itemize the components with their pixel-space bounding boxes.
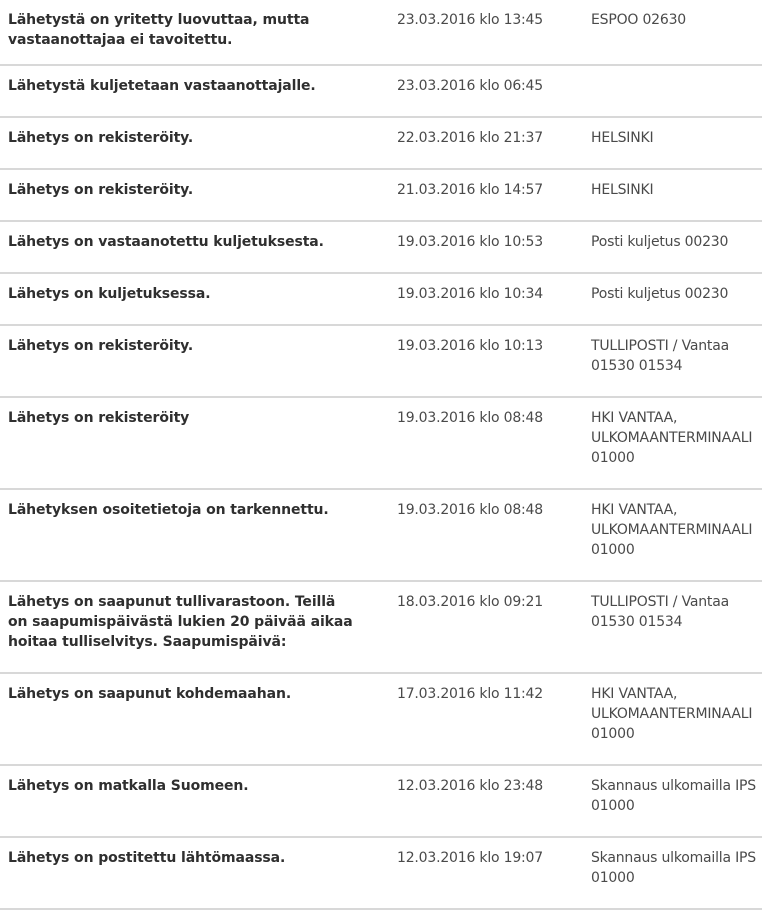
- event-description: Lähetys on saapunut tullivarastoon. Teillä on saapumispäivästä lukien 20 päivää aikaa hoitaa tulliselvitys. Saapumispäivä:: [8, 594, 353, 650]
- event-time: 23.03.2016 klo 13:45: [397, 12, 543, 28]
- event-time: 12.03.2016 klo 19:07: [397, 850, 543, 866]
- tracking-event-row: [0, 674, 762, 766]
- tracking-event-row: [0, 766, 762, 838]
- event-location: TULLIPOSTI / Vantaa 01530 01534: [591, 338, 729, 374]
- event-location: Posti kuljetus 00230: [591, 234, 729, 250]
- event-description: Lähetys on kuljetuksessa.: [8, 286, 211, 302]
- event-location: HKI VANTAA, ULKOMAANTERMINAALI 01000: [591, 686, 753, 742]
- event-description: Lähetys on rekisteröity.: [8, 130, 194, 146]
- event-location: Skannaus ulkomailla IPS 01000: [591, 850, 756, 886]
- event-time: 18.03.2016 klo 09:21: [397, 594, 543, 610]
- event-location: HKI VANTAA, ULKOMAANTERMINAALI 01000: [591, 410, 753, 466]
- event-description: Lähetys on postitettu lähtömaassa.: [8, 850, 286, 866]
- tracking-event-row: [0, 118, 762, 170]
- tracking-event-row: [0, 66, 762, 118]
- tracking-event-row: [0, 326, 762, 398]
- event-description: Lähetystä on yritetty luovuttaa, mutta vastaanottajaa ei tavoitettu.: [8, 12, 310, 48]
- event-time: 22.03.2016 klo 21:37: [397, 130, 543, 146]
- event-time: 19.03.2016 klo 10:13: [397, 338, 543, 354]
- event-time: 19.03.2016 klo 08:48: [397, 410, 543, 426]
- event-time: 21.03.2016 klo 14:57: [397, 182, 543, 198]
- event-description: Lähetys on rekisteröity.: [8, 338, 194, 354]
- event-description: Lähetystä kuljetetaan vastaanottajalle.: [8, 78, 316, 94]
- tracking-event-row: [0, 582, 762, 674]
- event-location: Posti kuljetus 00230: [591, 286, 729, 302]
- event-description: Lähetys on rekisteröity.: [8, 182, 194, 198]
- event-description: Lähetys on rekisteröity: [8, 410, 190, 426]
- event-description: Lähetys on saapunut kohdemaahan.: [8, 686, 292, 702]
- tracking-event-row: [0, 838, 762, 910]
- event-location: HELSINKI: [591, 130, 654, 146]
- event-location: Skannaus ulkomailla IPS 01000: [591, 778, 756, 814]
- event-time: 19.03.2016 klo 10:34: [397, 286, 543, 302]
- tracking-event-row: [0, 274, 762, 326]
- event-location: ESPOO 02630: [591, 12, 687, 28]
- tracking-event-row: [0, 398, 762, 490]
- event-description: Lähetyksen osoitetietoja on tarkennettu.: [8, 502, 329, 518]
- tracking-event-row: [0, 222, 762, 274]
- tracking-event-row: [0, 170, 762, 222]
- event-location: TULLIPOSTI / Vantaa 01530 01534: [591, 594, 729, 630]
- event-description: Lähetys on vastaanotettu kuljetuksesta.: [8, 234, 324, 250]
- tracking-event-row: [0, 490, 762, 582]
- event-time: 12.03.2016 klo 23:48: [397, 778, 543, 794]
- tracking-event-row: [0, 0, 762, 66]
- event-time: 19.03.2016 klo 10:53: [397, 234, 543, 250]
- event-time: 17.03.2016 klo 11:42: [397, 686, 543, 702]
- event-time: 23.03.2016 klo 06:45: [397, 78, 543, 94]
- event-description: Lähetys on matkalla Suomeen.: [8, 778, 249, 794]
- event-location: HKI VANTAA, ULKOMAANTERMINAALI 01000: [591, 502, 753, 558]
- event-time: 19.03.2016 klo 08:48: [397, 502, 543, 518]
- event-location: HELSINKI: [591, 182, 654, 198]
